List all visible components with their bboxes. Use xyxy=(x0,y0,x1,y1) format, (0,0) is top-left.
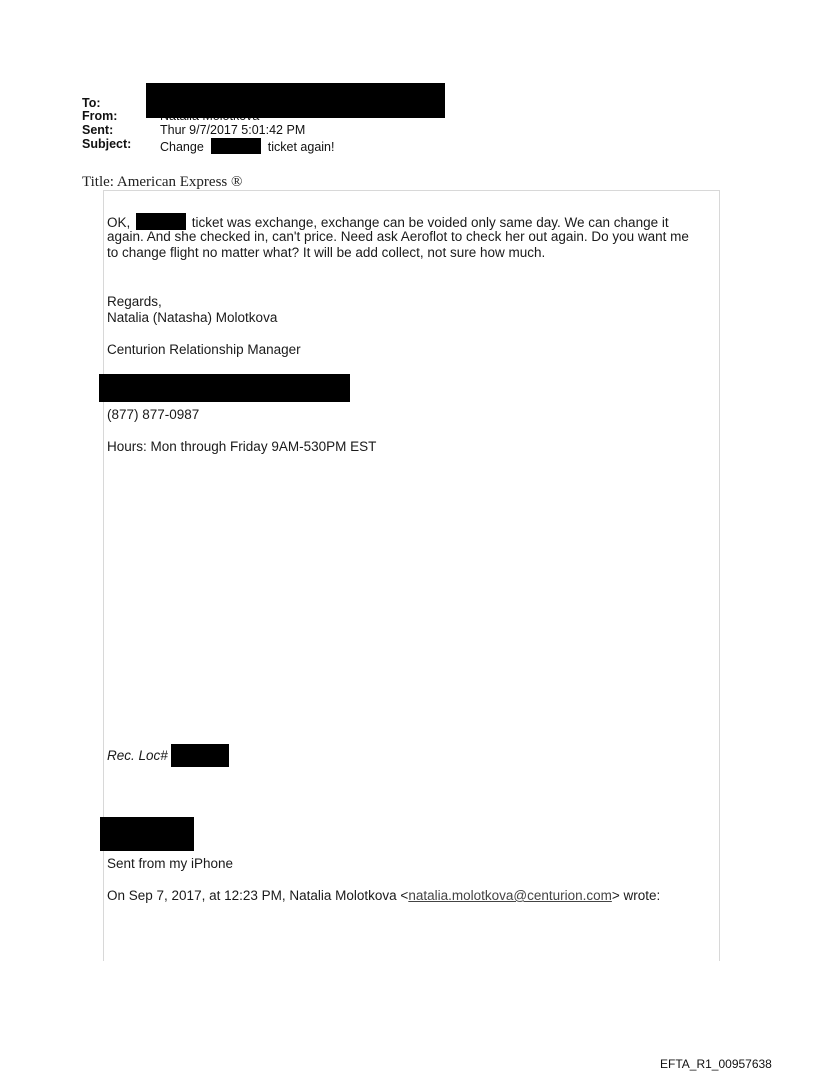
rec-loc-line xyxy=(107,748,168,765)
to-label: To: xyxy=(82,96,101,110)
subject-label: Subject: xyxy=(82,137,132,151)
subject-suffix: ticket again! xyxy=(267,140,335,154)
redaction-block xyxy=(211,138,261,154)
email-link[interactable]: natalia.molotkova@centurion.com xyxy=(408,888,612,903)
reply-suffix: > wrote: xyxy=(611,888,661,903)
signature-name: Natalia (Natasha) Molotkova xyxy=(107,310,278,325)
from-label: From: xyxy=(82,109,118,123)
document-id: EFTA_R1_00957638 xyxy=(660,1057,772,1071)
phone-number: (877) 877-0987 xyxy=(107,407,200,422)
message-frame xyxy=(103,190,720,961)
signature-role: Centurion Relationship Manager xyxy=(107,342,301,357)
title-line: Title: American Express ® xyxy=(82,174,243,190)
regards-text: Regards, xyxy=(107,294,162,309)
message-line-2: again. And she checked in, can't price. Need ask Aeroflot to check her out again. Do you want me xyxy=(107,229,689,244)
redaction-block xyxy=(100,817,194,851)
message-line-3: to change flight no matter what? It will be add collect, not sure how much. xyxy=(107,245,546,260)
sent-label: Sent: xyxy=(82,123,114,137)
redaction-block xyxy=(136,213,186,230)
reply-attribution xyxy=(107,888,660,905)
redaction-block xyxy=(171,744,229,767)
subject-value xyxy=(160,138,334,154)
subject-prefix: Change xyxy=(160,140,204,154)
redaction-block xyxy=(99,374,350,402)
message-line-1-rest: ticket was exchange, exchange can be voided only same day. We can change it xyxy=(191,215,669,230)
sent-from-text: Sent from my iPhone xyxy=(107,856,234,871)
reply-prefix: On Sep 7, 2017, at 12:23 PM, Natalia Molotkova < xyxy=(107,888,409,903)
rec-loc-label: Rec. Loc# xyxy=(107,748,168,763)
greeting-prefix: OK, xyxy=(107,215,131,230)
recipient-redaction xyxy=(146,83,445,118)
sent-value: Thur 9/7/2017 5:01:42 PM xyxy=(160,123,306,137)
hours-text: Hours: Mon through Friday 9AM-530PM EST xyxy=(107,439,377,454)
